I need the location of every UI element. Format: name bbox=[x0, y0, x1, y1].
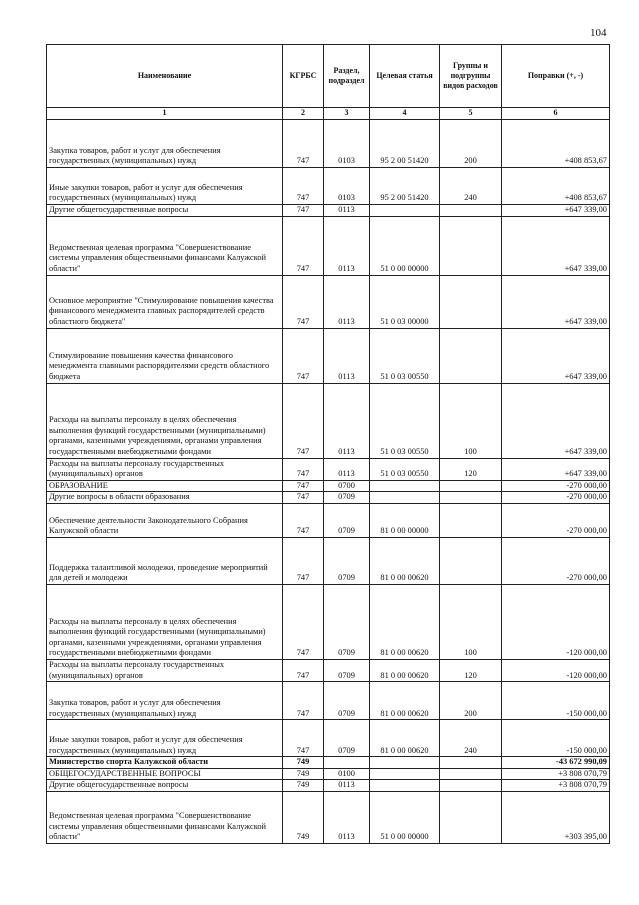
cell-name: Расходы на выплаты персоналу в целях обеспечения выполнения функций государственными (муниципальными) органами, казенными учреждениями, органами управления государственными внебюджетными фондами bbox=[47, 584, 283, 659]
cell-name: ОБРАЗОВАНИЕ bbox=[47, 480, 283, 492]
cell-kgrbs: 749 bbox=[283, 757, 324, 769]
cell-group bbox=[440, 537, 502, 584]
cell-amount: +3 808 070,79 bbox=[502, 780, 610, 792]
cell-target: 51 0 00 00000 bbox=[370, 791, 440, 843]
header-section: Раздел, подраздел bbox=[324, 45, 370, 108]
cell-group bbox=[440, 503, 502, 537]
cell-section: 0709 bbox=[324, 659, 370, 681]
cell-name: Основное мероприятие "Стимулирование повышения качества финансового менеджмента главных распорядителей средств областного бюджета" bbox=[47, 275, 283, 328]
cell-section: 0113 bbox=[324, 458, 370, 480]
cell-name: Другие общегосударственные вопросы bbox=[47, 205, 283, 217]
table-row bbox=[47, 383, 610, 458]
cell-name: Иные закупки товаров, работ и услуг для обеспечения государственных (муниципальных) нужд bbox=[47, 168, 283, 205]
cell-target bbox=[370, 780, 440, 792]
cell-amount: +408 853,67 bbox=[502, 168, 610, 205]
cell-amount: -270 000,00 bbox=[502, 492, 610, 504]
cell-amount: +408 853,67 bbox=[502, 120, 610, 168]
column-number: 3 bbox=[324, 108, 370, 120]
table-row bbox=[47, 791, 610, 843]
cell-group: 120 bbox=[440, 659, 502, 681]
table-row bbox=[47, 328, 610, 383]
page-number: 104 bbox=[590, 27, 607, 39]
cell-target: 81 0 00 00000 bbox=[370, 503, 440, 537]
cell-kgrbs: 747 bbox=[283, 458, 324, 480]
cell-group bbox=[440, 328, 502, 383]
cell-section: 0709 bbox=[324, 537, 370, 584]
cell-kgrbs: 747 bbox=[283, 275, 324, 328]
cell-amount: -270 000,00 bbox=[502, 480, 610, 492]
cell-section: 0709 bbox=[324, 492, 370, 504]
cell-amount: +647 339,00 bbox=[502, 458, 610, 480]
table-row bbox=[47, 720, 610, 757]
cell-target bbox=[370, 757, 440, 769]
cell-kgrbs: 747 bbox=[283, 503, 324, 537]
cell-target: 81 0 00 00620 bbox=[370, 682, 440, 720]
cell-section: 0113 bbox=[324, 383, 370, 458]
cell-name: ОБЩЕГОСУДАРСТВЕННЫЕ ВОПРОСЫ bbox=[47, 768, 283, 780]
cell-amount: -150 000,00 bbox=[502, 682, 610, 720]
cell-amount: +647 339,00 bbox=[502, 216, 610, 275]
cell-group: 120 bbox=[440, 458, 502, 480]
cell-group bbox=[440, 780, 502, 792]
cell-section: 0103 bbox=[324, 168, 370, 205]
cell-target: 81 0 00 00620 bbox=[370, 659, 440, 681]
cell-target: 95 2 00 51420 bbox=[370, 168, 440, 205]
table-row bbox=[47, 682, 610, 720]
cell-group bbox=[440, 492, 502, 504]
cell-group: 200 bbox=[440, 682, 502, 720]
cell-target: 51 0 03 00550 bbox=[370, 383, 440, 458]
cell-name: Поддержка талантливой молодежи, проведение мероприятий для детей и молодежи bbox=[47, 537, 283, 584]
cell-name: Закупка товаров, работ и услуг для обеспечения государственных (муниципальных) нужд bbox=[47, 120, 283, 168]
column-number: 2 bbox=[283, 108, 324, 120]
cell-group bbox=[440, 480, 502, 492]
cell-name: Закупка товаров, работ и услуг для обеспечения государственных (муниципальных) нужд bbox=[47, 682, 283, 720]
cell-section: 0113 bbox=[324, 216, 370, 275]
cell-section: 0700 bbox=[324, 480, 370, 492]
cell-section: 0100 bbox=[324, 768, 370, 780]
cell-group bbox=[440, 768, 502, 780]
cell-group bbox=[440, 275, 502, 328]
cell-amount: +647 339,00 bbox=[502, 383, 610, 458]
table-row bbox=[47, 768, 610, 780]
cell-name: Ведомственная целевая программа "Совершенствование системы управления общественными финансами Калужской области" bbox=[47, 216, 283, 275]
column-number-row bbox=[47, 108, 610, 120]
cell-section: 0709 bbox=[324, 720, 370, 757]
table-row bbox=[47, 503, 610, 537]
cell-target: 51 0 03 00000 bbox=[370, 275, 440, 328]
cell-name: Стимулирование повышения качества финансового менеджмента главными распорядителями средств областного бюджета bbox=[47, 328, 283, 383]
header-amount: Поправки (+, -) bbox=[502, 45, 610, 108]
cell-target bbox=[370, 205, 440, 217]
cell-target: 95 2 00 51420 bbox=[370, 120, 440, 168]
cell-amount: -120 000,00 bbox=[502, 584, 610, 659]
cell-group bbox=[440, 205, 502, 217]
table-row bbox=[47, 492, 610, 504]
table-row bbox=[47, 480, 610, 492]
cell-name: Обеспечение деятельности Законодательного Собрания Калужской области bbox=[47, 503, 283, 537]
cell-name: Иные закупки товаров, работ и услуг для обеспечения государственных (муниципальных) нужд bbox=[47, 720, 283, 757]
cell-kgrbs: 747 bbox=[283, 216, 324, 275]
cell-kgrbs: 749 bbox=[283, 780, 324, 792]
budget-table bbox=[46, 44, 610, 844]
cell-amount: +647 339,00 bbox=[502, 328, 610, 383]
table-body bbox=[47, 120, 610, 844]
cell-target bbox=[370, 492, 440, 504]
cell-target: 51 0 00 00000 bbox=[370, 216, 440, 275]
cell-kgrbs: 749 bbox=[283, 768, 324, 780]
table-row bbox=[47, 168, 610, 205]
table-row bbox=[47, 458, 610, 480]
cell-group: 240 bbox=[440, 168, 502, 205]
cell-kgrbs: 747 bbox=[283, 328, 324, 383]
table-row bbox=[47, 780, 610, 792]
cell-section: 0113 bbox=[324, 205, 370, 217]
cell-section: 0103 bbox=[324, 120, 370, 168]
cell-section: 0113 bbox=[324, 328, 370, 383]
table-row bbox=[47, 537, 610, 584]
cell-target: 81 0 00 00620 bbox=[370, 720, 440, 757]
cell-section: 0113 bbox=[324, 275, 370, 328]
cell-name: Министерство спорта Калужской области bbox=[47, 757, 283, 769]
header-row bbox=[47, 45, 610, 108]
cell-name: Другие вопросы в области образования bbox=[47, 492, 283, 504]
header-name: Наименование bbox=[47, 45, 283, 108]
table-row bbox=[47, 275, 610, 328]
cell-kgrbs: 747 bbox=[283, 720, 324, 757]
cell-section: 0113 bbox=[324, 791, 370, 843]
header-kgrbs: КГРБС bbox=[283, 45, 324, 108]
cell-target bbox=[370, 768, 440, 780]
cell-amount: -270 000,00 bbox=[502, 537, 610, 584]
cell-name: Расходы на выплаты персоналу в целях обеспечения выполнения функций государственными (муниципальными) органами, казенными учреждениями, органами управления государственными внебюджетными фондами bbox=[47, 383, 283, 458]
cell-target: 51 0 03 00550 bbox=[370, 328, 440, 383]
cell-kgrbs: 747 bbox=[283, 383, 324, 458]
table-row bbox=[47, 584, 610, 659]
cell-name: Другие общегосударственные вопросы bbox=[47, 780, 283, 792]
cell-group: 100 bbox=[440, 584, 502, 659]
cell-amount: -270 000,00 bbox=[502, 503, 610, 537]
cell-amount: +647 339,00 bbox=[502, 205, 610, 217]
cell-group bbox=[440, 216, 502, 275]
cell-amount: +3 808 070,79 bbox=[502, 768, 610, 780]
column-number: 4 bbox=[370, 108, 440, 120]
column-number: 1 bbox=[47, 108, 283, 120]
cell-group bbox=[440, 791, 502, 843]
cell-section: 0709 bbox=[324, 584, 370, 659]
cell-section: 0709 bbox=[324, 682, 370, 720]
cell-target: 81 0 00 00620 bbox=[370, 537, 440, 584]
header-target: Целевая статья bbox=[370, 45, 440, 108]
cell-amount: -120 000,00 bbox=[502, 659, 610, 681]
table-row bbox=[47, 120, 610, 168]
cell-name: Ведомственная целевая программа "Совершенствование системы управления общественными финансами Калужской области" bbox=[47, 791, 283, 843]
cell-section bbox=[324, 757, 370, 769]
cell-group: 100 bbox=[440, 383, 502, 458]
cell-name: Расходы на выплаты персоналу государственных (муниципальных) органов bbox=[47, 659, 283, 681]
cell-kgrbs: 747 bbox=[283, 120, 324, 168]
table-row bbox=[47, 216, 610, 275]
header-group: Группы и подгруппы видов расходов bbox=[440, 45, 502, 108]
cell-kgrbs: 747 bbox=[283, 659, 324, 681]
cell-kgrbs: 747 bbox=[283, 682, 324, 720]
cell-amount: +303 395,00 bbox=[502, 791, 610, 843]
cell-target: 81 0 00 00620 bbox=[370, 584, 440, 659]
cell-section: 0709 bbox=[324, 503, 370, 537]
cell-group: 240 bbox=[440, 720, 502, 757]
cell-kgrbs: 747 bbox=[283, 205, 324, 217]
cell-kgrbs: 747 bbox=[283, 168, 324, 205]
table-row bbox=[47, 205, 610, 217]
column-number: 5 bbox=[440, 108, 502, 120]
cell-kgrbs: 749 bbox=[283, 791, 324, 843]
cell-group: 200 bbox=[440, 120, 502, 168]
cell-section: 0113 bbox=[324, 780, 370, 792]
cell-name: Расходы на выплаты персоналу государственных (муниципальных) органов bbox=[47, 458, 283, 480]
cell-group bbox=[440, 757, 502, 769]
column-number: 6 bbox=[502, 108, 610, 120]
table-row bbox=[47, 659, 610, 681]
cell-amount: +647 339,00 bbox=[502, 275, 610, 328]
cell-kgrbs: 747 bbox=[283, 480, 324, 492]
cell-target: 51 0 03 00550 bbox=[370, 458, 440, 480]
table-row bbox=[47, 757, 610, 769]
cell-amount: -43 672 990,09 bbox=[502, 757, 610, 769]
cell-kgrbs: 747 bbox=[283, 537, 324, 584]
cell-kgrbs: 747 bbox=[283, 584, 324, 659]
cell-target bbox=[370, 480, 440, 492]
cell-amount: -150 000,00 bbox=[502, 720, 610, 757]
cell-kgrbs: 747 bbox=[283, 492, 324, 504]
